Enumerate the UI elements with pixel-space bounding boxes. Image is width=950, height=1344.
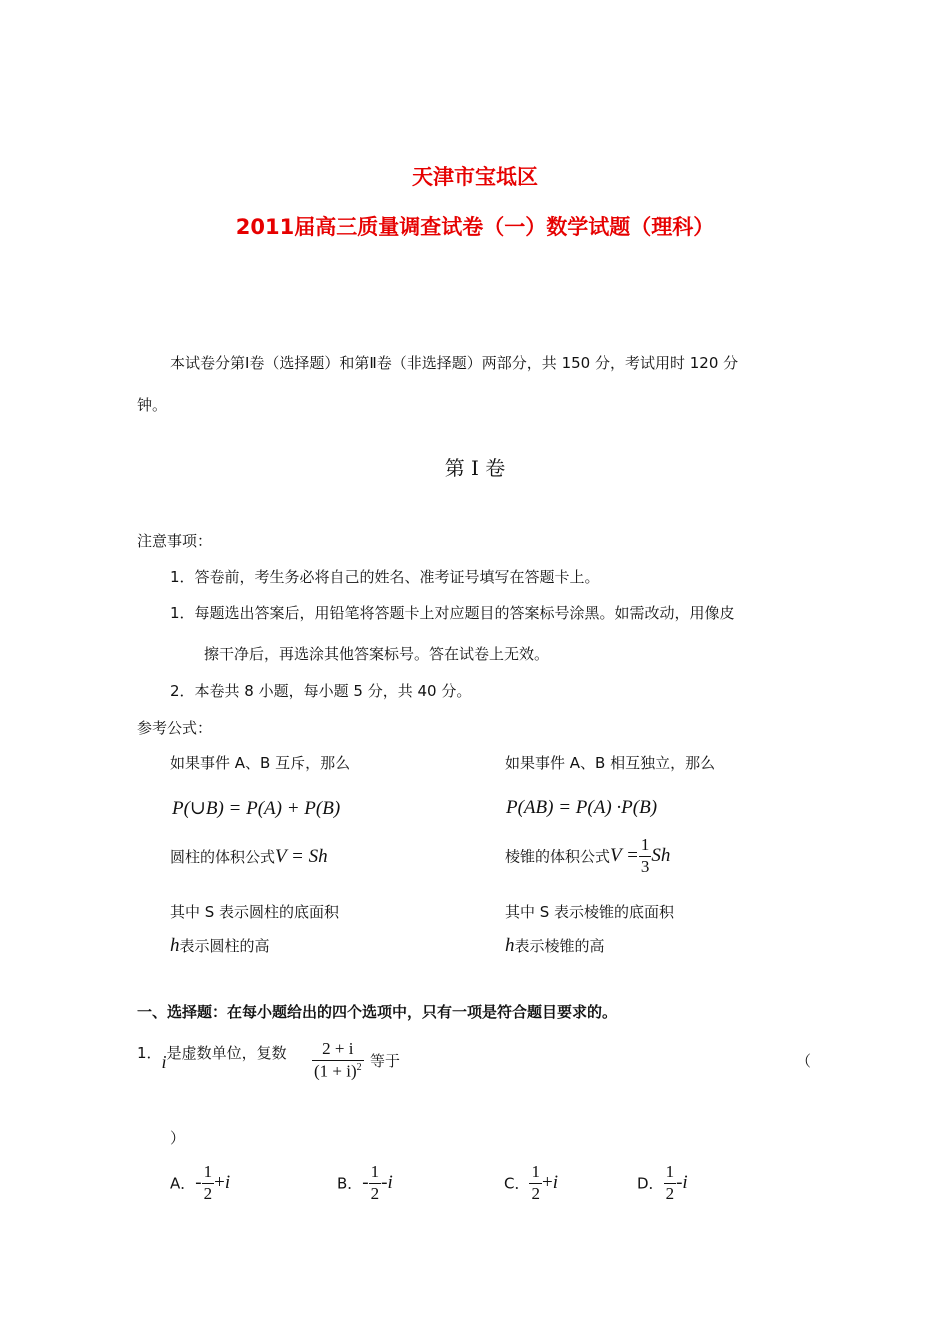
formula-right-volume-lhs: V = [610,845,639,867]
option-c-i: i [552,1172,558,1194]
formula-right-volume-label: 棱锥的体积公式 [505,847,611,866]
notice-item-3: 2．本卷共 8 小题，每小题 5 分，共 40 分。 [170,682,472,700]
option-c-denominator: 2 [531,1183,540,1203]
formula-left-probability: P(∪B) = P(A) + P(B) [172,798,341,819]
option-a-numerator: 1 [203,1162,213,1181]
formulas-heading: 参考公式： [137,719,213,737]
option-b-operator: - [381,1172,388,1194]
formula-left-condition: 如果事件 A、B 互斥，那么 [170,754,351,772]
option-a-fraction [202,1163,215,1203]
fraction-numerator: 1 [640,835,650,854]
formula-left-h-text: 表示圆柱的高 [179,937,270,955]
option-b-numerator: 1 [370,1162,380,1181]
option-a-i: i [224,1172,231,1194]
formula-right-h-note [505,935,605,957]
formula-left-volume-label: 圆柱的体积公式 [170,848,276,866]
question-1 [137,1042,287,1072]
option-c-numerator: 1 [531,1162,540,1181]
option-d-i: i [682,1172,688,1194]
option-d-operator: - [676,1172,683,1194]
option-c-label: C． [504,1174,530,1193]
notice-item-1: 1．答卷前，考生务必将自己的姓名、准考证号填写在答题卡上。 [170,568,600,586]
formula-left-h-var: h [170,935,180,956]
notice-heading: 注意事项： [137,532,213,550]
option-d-numerator: 1 [665,1162,675,1181]
formula-right-volume [505,836,670,876]
formula-left-volume [170,846,328,868]
question-1-text-b: 等于 [370,1052,401,1070]
option-c-fraction [529,1163,542,1203]
question-1-denominator-exponent: 2 [356,1061,362,1073]
notice-item-2-line-2: 擦干净后，再选涂其他答案标号。答在试卷上无效。 [204,645,550,663]
page-title-region: 天津市宝坻区 [412,165,538,189]
section-choice-heading: 一、选择题：在每小题给出的四个选项中，只有一项是符合题目要求的。 [137,1003,618,1021]
option-b-denominator: 2 [370,1183,380,1203]
formula-left-volume-expr: V = Sh [275,846,328,867]
page-title-exam: 2011届高三质量调查试卷（一）数学试题（理科） [235,215,715,239]
notice-item-2-line-1: 1．每题选出答案后，用铅笔将答题卡上对应题目的答案标号涂黑。如需改动，用像皮 [170,604,735,622]
option-d-label: D． [637,1174,664,1193]
option-b[interactable] [337,1163,393,1203]
question-1-paren-close: ） [170,1129,186,1147]
question-1-text-a: 是虚数单位，复数 [166,1044,287,1062]
formula-right-h-text: 表示棱锥的高 [514,937,605,955]
option-d-fraction [664,1163,677,1203]
formula-right-h-var: h [505,935,515,956]
formula-right-condition: 如果事件 A、B 相互独立，那么 [505,754,716,772]
option-a-sign: - [195,1172,202,1194]
formula-left-s-note: 其中 S 表示圆柱的底面积 [170,903,340,921]
option-c-operator: + [541,1172,553,1194]
option-b-sign: - [362,1172,369,1194]
option-c[interactable] [504,1163,558,1203]
option-d[interactable] [637,1163,688,1203]
question-1-fraction [312,1040,364,1081]
question-1-fraction-denominator [312,1060,364,1081]
question-1-denominator-base: (1 + i) [314,1061,357,1081]
question-1-var-i: i [161,1052,167,1072]
option-a[interactable] [170,1163,230,1203]
option-b-i: i [387,1172,393,1194]
option-b-label: B． [337,1174,363,1193]
fraction-denominator: 3 [640,856,650,876]
formula-right-probability: P(AB) = P(A) ·P(B) [506,797,658,818]
intro-line-2: 钟。 [137,396,168,414]
formula-left-h-note [170,935,270,957]
question-1-paren-open: （ [796,1052,812,1070]
option-b-fraction [369,1163,382,1203]
formula-right-volume-rhs: Sh [651,845,671,867]
option-d-denominator: 2 [665,1183,675,1203]
formula-right-s-note: 其中 S 表示棱锥的底面积 [505,903,675,921]
question-1-fraction-numerator: 2 + i [322,1039,354,1058]
intro-line-1: 本试卷分第Ⅰ卷（选择题）和第Ⅱ卷（非选择题）两部分，共 150 分，考试用时 120 分 [170,354,739,372]
option-a-label: A． [170,1174,196,1193]
fraction-one-third [639,836,652,876]
option-a-operator: + [214,1172,225,1194]
option-a-denominator: 2 [203,1183,213,1203]
question-1-number: 1． [137,1044,162,1062]
volume-title: 第 Ⅰ 卷 [444,456,506,480]
